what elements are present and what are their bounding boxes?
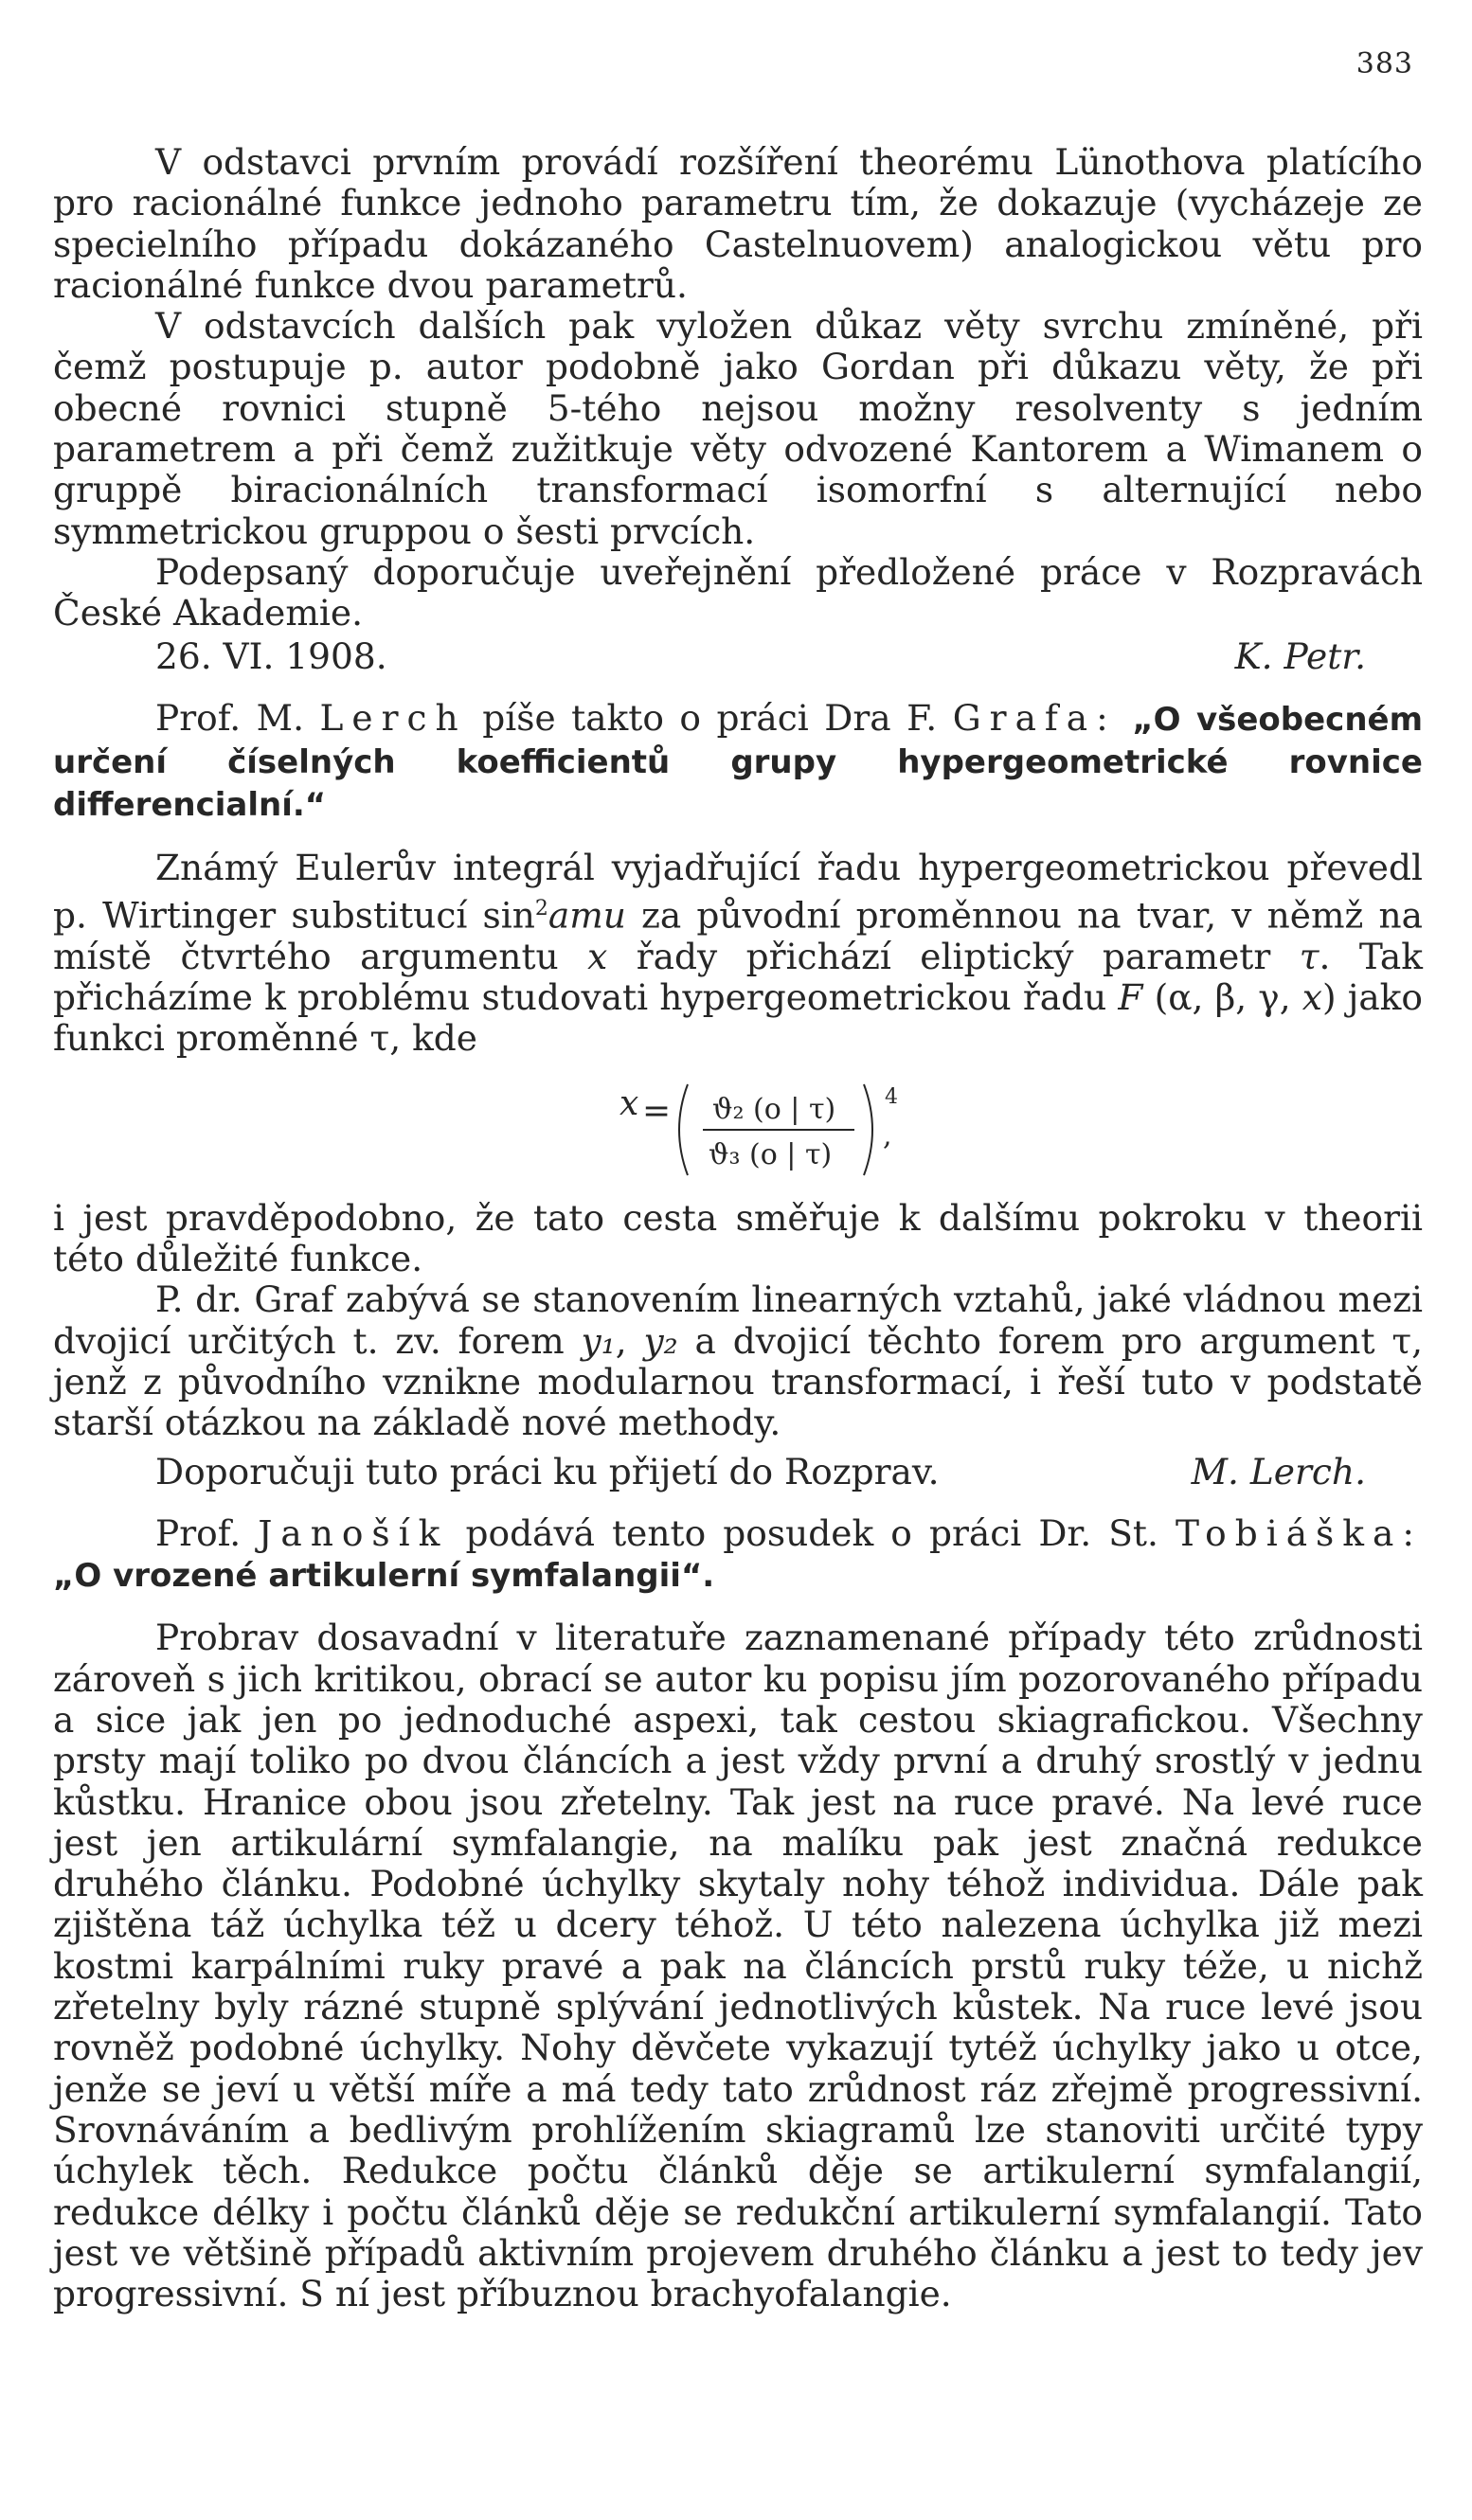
recommendation-row <box>53 1452 1423 1492</box>
paragraph: i jest pravděpodobno, že tato cesta směřuje k dalšímu pokroku v theorii této důležité funkce. <box>53 1196 1423 1280</box>
formula-equals: = <box>642 1091 672 1131</box>
text-column <box>53 142 1423 2314</box>
formula <box>53 1079 1423 1181</box>
review-heading: Prof. Janošík podává tento posudek o práci Dr. St. Tobiáška: „O vrozené artikulerní symfalangii“. <box>53 1511 1424 1596</box>
formula-denominator: ϑ₃ (o | τ) <box>709 1137 833 1171</box>
work-title: „O všeobecném určení číselných koefficientů grupy hypergeometrické rovnice differencialní.“ <box>53 700 1424 825</box>
paragraph: Probrav dosavadní v literatuře zaznamenané případy této zrůdnosti zároveň s jich kritikou, obrací se autor ku popisu jím pozorovaného případu a sice jak jen po jednoduché aspexi, tak cestou skiagrafickou. Všechny prsty mají toliko po dvou článcích a jest vždy první a druhý srostlý v jednu kůstku. Hranice obou jsou zřetelny. Tak jest na ruce pravé. Na levé ruce jest jen artikulární symfalangie, na malíku pak jest značná redukce druhého článku. Podobné úchylky skytaly nohy téhož individua. Dále pak zjištěna táž úchylka též u dcery téhož. U této nalezena úchylka již mezi kostmi karpálními ruky pravé a pak na článcích prstů ruky téže, u nichž zřetelny byly rázné stupně splývání jednotlivých kůstek. Na ruce levé jsou rovněž podobné úchylky. Nohy děvčete vykazují tytéž úchylky jako u otce, jenže se jeví u větší míře a má tedy tato zrůdnost ráz zřejmě progressivní. Srovnáváním a bedlivým prohlížením skiagramů lze stanoviti určité typy úchylek těch. Redukce počtu článků děje se artikulerní symfalangií, redukce délky i počtu článků děje se redukční artikulerní symfalangií. Tato jest ve většině případů aktivním projevem druhého článku a jest to tedy jev progressivní. S ní jest příbuznou brachyofalangie. <box>53 1617 1423 2315</box>
reviewer-name: Lerch <box>319 696 467 739</box>
date-signature-row <box>53 636 1423 677</box>
paragraph: P. dr. Graf zabývá se stanovením linearných vztahů, jaké vládnou mezi dvojicí určitých t. zv. forem y₁, y₂ a dvojicí těchto forem pro argument τ, jenž z původního vznikne modularnou transformací, i řeší tuto v podstatě starší otázkou na základě nové methody. <box>53 1278 1424 1444</box>
svg-text:,: , <box>883 1118 892 1153</box>
paragraph: Podepsaný doporučuje uveřejnění předložené práce v Rozpravách České Akademie. <box>53 550 1423 634</box>
formula-exponent: 4 <box>885 1084 898 1109</box>
author-name: Grafa: <box>952 696 1117 739</box>
reviewer-name: Janošík <box>258 1511 449 1554</box>
work-title: „O vrozené artikulerní symfalangii“. <box>53 1557 715 1596</box>
paragraph: Známý Eulerův integrál vyjadřující řadu hypergeometrickou převedl p. Wirtinger substitucí $\sin^2amu$ za původní proměnnou na tvar, v němž na místě čtvrtého argumentu x řady přichází eliptický parametr τ. Tak přicházíme k problému studovati hypergeometrickou řadu F (α, β, γ, x) jako funkci proměnné τ, kde <box>53 846 1423 1060</box>
paragraph: V odstavci prvním provádí rozšíření theorému Lünothova platícího pro racionálné funkce jednoho parametru tím, že dokazuje (vycházeje ze specielního případu dokázaného Castelnuovem) analogickou větu pro racionálné funkce dvou parametrů. <box>53 141 1423 306</box>
signature: K. Petr. <box>1234 634 1366 677</box>
date: 26. VI. 1908. <box>155 634 387 677</box>
recommendation: Doporučuji tuto práci ku přijetí do Rozprav. <box>155 1450 940 1492</box>
formula-fraction <box>674 1079 959 1181</box>
review-heading: Prof. M. Lerch píše takto o práci Dra F. Grafa: „O všeobecném určení číselných koefficientů grupy hypergeometrické rovnice differencialní.“ <box>53 696 1424 825</box>
page-number: 383 <box>1355 47 1413 80</box>
author-name: Tobiáška: <box>1176 1511 1424 1554</box>
formula-numerator: ϑ₂ (o | τ) <box>712 1092 836 1126</box>
paragraph: V odstavcích dalších pak vyložen důkaz věty svrchu zmíněné, při čemž postupuje p. autor podobně jako Gordan při důkazu věty, že při obecné rovnici stupně 5-tého nejsou možny resolventy s jedním parametrem a při čemž zužitkuje věty odvozené Kantorem a Wimanem o gruppě biracionálních transformací isomorfní s alternující nebo symmetrickou gruppou o šesti prvcích. <box>53 305 1423 552</box>
signature: M. Lerch. <box>1191 1450 1366 1492</box>
formula-lhs: x <box>619 1083 639 1123</box>
